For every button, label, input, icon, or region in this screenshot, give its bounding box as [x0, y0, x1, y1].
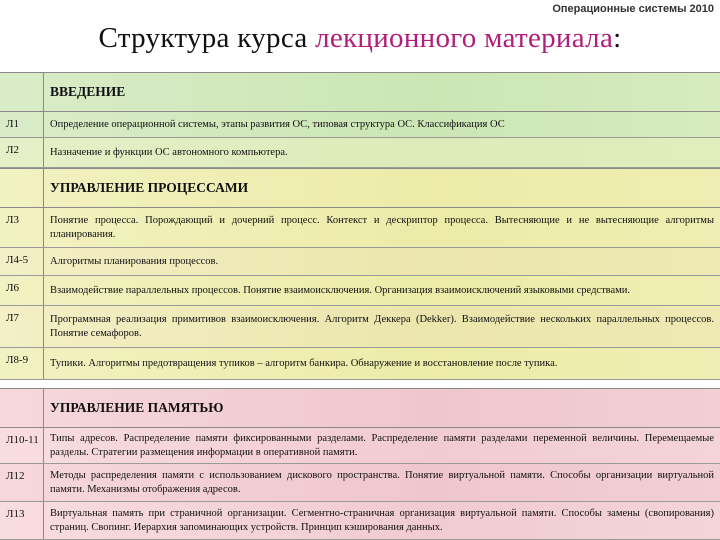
header-note: Операционные системы 2010	[552, 3, 714, 15]
section-title: УПРАВЛЕНИЕ ПРОЦЕССАМИ	[50, 180, 249, 195]
lecture-code: Л4-5	[0, 248, 44, 275]
table-row	[0, 306, 720, 348]
lecture-code: Л8-9	[0, 348, 44, 379]
lecture-code: Л10-11	[0, 428, 44, 463]
section-memory-header	[0, 388, 720, 428]
lecture-topic: Тупики. Алгоритмы предотвращения тупиков – алгоритм банкира. Обнаружение и восстановление после тупика.	[50, 357, 558, 369]
section-intro-header	[0, 72, 720, 112]
lecture-topic: Взаимодействие параллельных процессов. Понятие взаимоисключения. Организация взаимоисключений языковыми средствами.	[50, 284, 631, 296]
lecture-topic: Методы распределения памяти с использованием дискового пространства. Понятие виртуальной памяти. Способы организации виртуальной памяти. Механизмы отображения адресов.	[50, 469, 714, 495]
lecture-topic: Виртуальная память при страничной организации. Сегментно-страничная организация виртуальной памяти. Способы замены (свопирования) страниц. Свопинг. Иерархия запоминающих устройств. Принцип кэширования данных.	[50, 507, 714, 533]
lecture-code: Л12	[0, 464, 44, 501]
lecture-code: Л3	[0, 208, 44, 247]
table-row	[0, 138, 720, 168]
section-processes-header	[0, 168, 720, 208]
table-row	[0, 428, 720, 464]
lecture-topic: Определение операционной системы, этапы развития ОС, типовая структура ОС. Классификация ОС	[50, 118, 505, 130]
lecture-topic: Типы адресов. Распределение памяти фиксированными разделами. Распределение памяти разделами переменной величины. Перемещаемые разделы. Стратегии размещения информации в оперативной памяти.	[50, 432, 714, 458]
course-structure-table	[0, 72, 720, 540]
table-row	[0, 112, 720, 138]
lecture-code: Л7	[0, 306, 44, 347]
table-row	[0, 208, 720, 248]
lecture-topic: Программная реализация примитивов взаимоисключения. Алгоритм Деккера (Dekker). Взаимодействие нескольких параллельных процессов. Понятие семафоров.	[50, 313, 714, 339]
table-row	[0, 248, 720, 276]
table-row	[0, 502, 720, 540]
section-title: УПРАВЛЕНИЕ ПАМЯТЬЮ	[50, 400, 224, 415]
lecture-topic: Алгоритмы планирования процессов.	[50, 255, 219, 267]
code-cell	[0, 169, 44, 207]
slide-title	[0, 22, 720, 55]
title-part-2: лекционного материала	[315, 22, 614, 54]
code-cell	[0, 73, 44, 111]
lecture-topic: Назначение и функции ОС автономного компьютера.	[50, 146, 288, 158]
lecture-code: Л6	[0, 276, 44, 305]
table-row	[0, 276, 720, 306]
lecture-code: Л13	[0, 502, 44, 539]
code-cell	[0, 389, 44, 427]
table-row	[0, 464, 720, 502]
lecture-code: Л1	[0, 112, 44, 137]
section-title: ВВЕДЕНИЕ	[50, 84, 126, 99]
title-part-1: Структура курса	[98, 22, 316, 54]
table-row	[0, 348, 720, 380]
title-part-3: :	[613, 22, 622, 54]
lecture-topic: Понятие процесса. Порождающий и дочерний процесс. Контекст и дескриптор процесса. Вытесняющие и не вытесняющие алгоритмы планирования.	[50, 214, 714, 240]
lecture-code: Л2	[0, 138, 44, 167]
